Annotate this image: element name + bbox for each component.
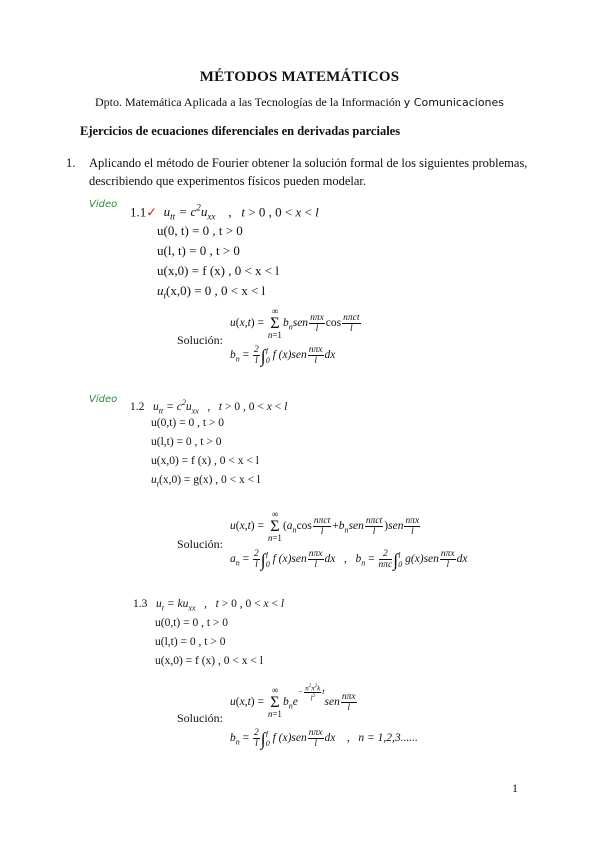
solution-label: Solución: (177, 537, 224, 551)
exercise-text: Aplicando el método de Fourier obtener la solución formal de los siguientes problemas, describiendo que experimentos físicos pueden modelar. (89, 156, 528, 188)
problem-1-2-bc2: u(l,t) = 0 , t > 0 (151, 436, 222, 448)
problem-1-1-bc1: u(0, t) = 0 , t > 0 (157, 223, 243, 238)
section-title: Ejercicios de ecuaciones diferenciales en derivadas parciales (80, 124, 401, 138)
problem-1-2-solution-series: u(x,t) = ∞ Σ $n=1(a_n\cos$ $\frac{\text{nπct}}{l}$ $+b_nsen$ $\frac{\text{nπct}}{l}$ )sen $\frac{\text{nπx}}{l}$ (230, 509, 420, 543)
solution-label: Solución: (177, 711, 224, 725)
problem-1-1-bc2: u(l, t) = 0 , t > 0 (157, 243, 240, 258)
exercise-1 (66, 154, 536, 190)
page-number: 1 (512, 781, 518, 795)
problem-1-1-solution-coef: $b_n$ = $\frac{2}{l}$ ∫l 0 f (x)sen $\frac{\text{nπx}}{l}$ dx (230, 345, 336, 366)
problem-1-1-ic1: u(x,0) = f (x) , 0 < x < l (157, 263, 280, 278)
problem-1-3-bc2: u(l,t) = 0 , t > 0 (155, 636, 226, 648)
problem-1-3-pde: 1.3 $u_t = ku_{xx}$ , t > 0 , 0 < x < l (133, 598, 285, 613)
department-handwritten: y Comunicaciones (403, 96, 505, 109)
document-title: MÉTODOS MATEMÁTICOS (199, 69, 400, 85)
problem-1-3-ic: u(x,0) = f (x) , 0 < x < l (155, 655, 263, 667)
check-mark: ✓ (146, 204, 158, 220)
exercise-number: 1. (66, 156, 76, 170)
problem-1-1-solution-series: u(x,t) = ∞ Σ $n=1b_nsen$ $\frac{\text{nπx}}{l}$ cos $\frac{\text{nπct}}{l}$ (230, 306, 360, 340)
problem-label: 1.2 (130, 400, 145, 413)
problem-1-2-ic2: $u_t(x,0) = g(x)$ , 0 < x < l (151, 474, 261, 489)
problem-1-2-solution-coef: $a_n$ = $\frac{2}{l}$ ∫l 0 f (x)sen $\frac{\text{nπx}}{l}$ dx , $b_n$ = $\frac{2}{\text{nπc}}$ ∫l 0 g(x)sen $\frac{\text{nπx}}{l}$ dx (230, 549, 468, 570)
problem-label: 1.1 (130, 204, 147, 220)
problem-1-2-bc1: u(0,t) = 0 , t > 0 (151, 417, 225, 429)
handwritten-note-video: Vídeo (89, 394, 118, 405)
department-line (0, 95, 599, 110)
problem-label: 1.3 (133, 598, 148, 610)
solution-label: Solución: (177, 333, 224, 347)
problem-1-3-bc1: u(0,t) = 0 , t > 0 (155, 617, 229, 629)
problem-1-2-pde: 1.2 $u_{tt} = c^2u_{xx}$ , t > 0 , 0 < x < l (130, 398, 288, 416)
department-name: Dpto. Matemática Aplicada a las Tecnologías de la Información (94, 95, 401, 109)
problem-1-3-solution-series: u(x,t) = ∞ Σ $n=1b_ne^{- \frac{n^2\pi^2k}{l^2} t}sen$ $\frac{\text{nπx}}{l}$ (230, 683, 356, 719)
problem-1-3-solution-coef: $b_n$ = $\frac{2}{l}$ ∫l 0 f (x)sen $\frac{\text{nπx}}{l}$ dx , n = 1,2,3...... (230, 728, 418, 749)
problem-1-1-pde: 1.1✓ $u_{tt} = c^2u_{xx}$ , t > 0 , 0 < x < l (130, 203, 319, 222)
problem-1-2-ic1: u(x,0) = f (x) , 0 < x < l (151, 455, 259, 467)
handwritten-note-video: Video (89, 199, 118, 210)
problem-1-1-ic2: $u_t(x,0) = 0$ , 0 < x < l (157, 283, 266, 301)
n-values: n = 1,2,3...... (358, 732, 418, 745)
